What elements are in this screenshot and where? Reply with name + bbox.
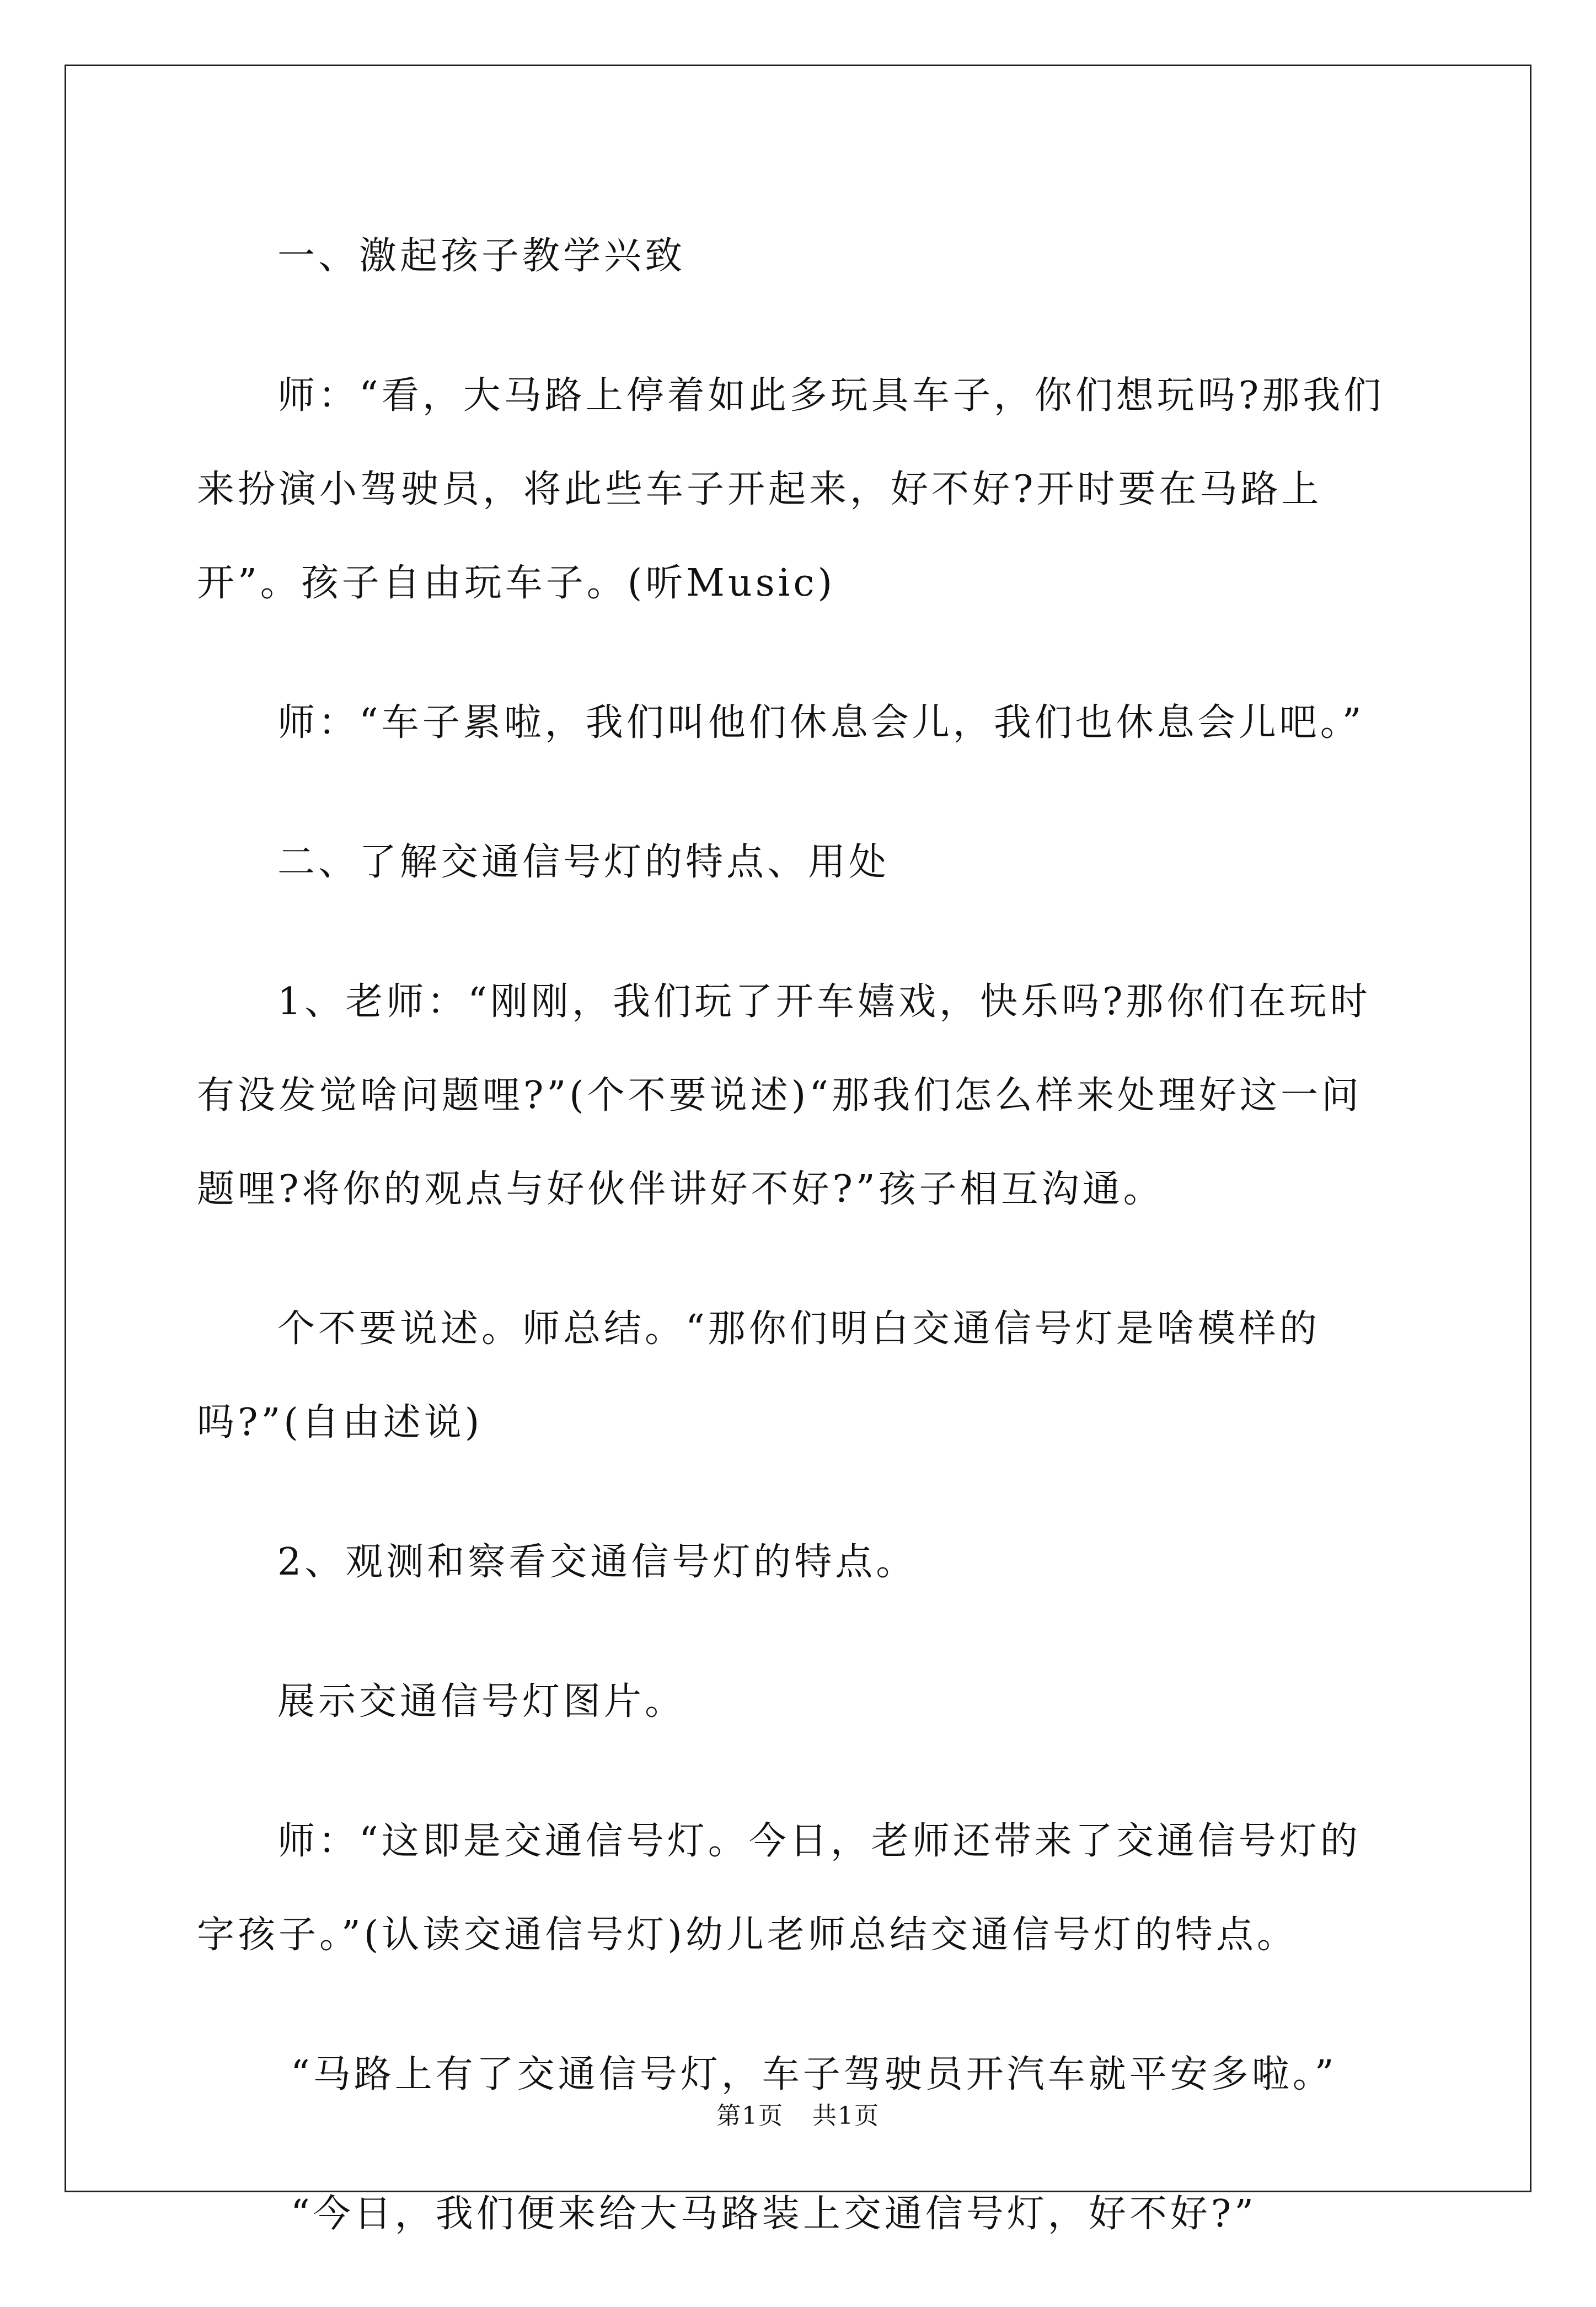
paragraph: 师：“看，大马路上停着如此多玩具车子，你们想玩吗?那我们来扮演小驾驶员，将此些车子开起来，好不好?开时要在马路上开”。孩子自由玩车子。(听Music) [197, 374, 1385, 605]
paragraph: 个不要说述。师总结。“那你们明白交通信号灯是啥模样的吗?”(自由述说) [197, 1307, 1320, 1444]
page-footer [0, 2096, 1596, 2131]
section-heading-1: 一、激起孩子教学兴致 [277, 234, 686, 278]
page-number: 第1页 [716, 2102, 784, 2130]
document-body [197, 210, 1399, 2307]
quote-paragraph: “今日，我们便来给大马路装上交通信号灯，好不好?” [291, 2192, 1257, 2236]
page-total: 共1页 [812, 2102, 880, 2130]
paragraph: 师：“车子累啦，我们叫他们休息会儿，我们也休息会儿吧。” [277, 701, 1365, 745]
quote-paragraph: “马路上有了交通信号灯，车子驾驶员开汽车就平安多啦。” [291, 2053, 1337, 2096]
paragraph: 1、老师：“刚刚，我们玩了开车嬉戏，快乐吗?那你们在玩时有没发觉啥问题哩?”(个不要说述)“那我们怎么样来处理好这一问题哩?将你的观点与好伙伴讲好不好?”孩子相互沟通。 [197, 980, 1371, 1211]
paragraph: 2、观测和察看交通信号灯的特点。 [277, 1540, 917, 1584]
section-heading-2: 二、了解交通信号灯的特点、用处 [277, 841, 890, 884]
paragraph: 展示交通信号灯图片。 [277, 1680, 686, 1723]
paragraph: 师：“这即是交通信号灯。今日，老师还带来了交通信号灯的字孩子。”(认读交通信号灯)幼儿老师总结交通信号灯的特点。 [197, 1819, 1361, 1957]
